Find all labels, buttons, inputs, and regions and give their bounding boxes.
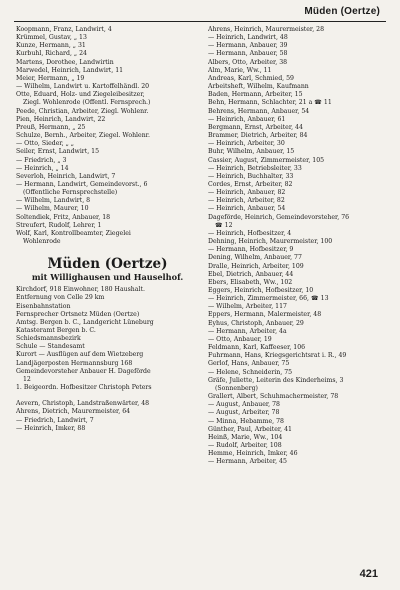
entry: Kurbuhl, Richard, „ 24 bbox=[16, 50, 87, 58]
entry: — Heinrich, Buchhalter, 33 bbox=[208, 172, 294, 180]
entry: — Heinrich, Landwirt, 48 bbox=[208, 34, 288, 42]
info-line: Landjägerposten Hermannsburg 168 bbox=[16, 359, 133, 367]
info-line: Kurort — Ausflügen auf dem Wietzeberg bbox=[16, 351, 144, 359]
entry: — Friedrich, Landwirt, 7 bbox=[16, 416, 94, 424]
entry: Peede, Christian, Arbeiter, Ziegl. Wohlenr. bbox=[16, 107, 149, 115]
page-number: 421 bbox=[359, 568, 378, 580]
info-line: Kirchdorf, 918 Einwohner, 180 Haushalt. bbox=[16, 286, 145, 294]
left-column bbox=[16, 26, 199, 433]
info-line: Gemeindevorsteher Anbauer H. Dageförde bbox=[16, 367, 151, 375]
entry: — Heinrich, Arbeiter, 82 bbox=[208, 197, 285, 205]
entry: Cassier, August, Zimmermeister, 105 bbox=[208, 156, 325, 164]
entry: — Hermann, Arbeiter, 4a bbox=[208, 327, 287, 335]
entry: Seiler, Ernst, Landwirt, 15 bbox=[16, 148, 100, 156]
right-column bbox=[208, 26, 391, 466]
entry-continuation: ☎ 12 bbox=[215, 221, 233, 229]
entry: Günther, Paul, Arbeiter, 41 bbox=[208, 425, 292, 433]
info-line: Entfernung von Celle 29 km bbox=[16, 294, 105, 302]
entry: Martens, Dorothee, Landwirtin bbox=[16, 58, 114, 66]
entry: Ahrens, Dietrich, Maurermeister, 64 bbox=[16, 408, 131, 416]
entry: — Otto, Sieder, „ „ bbox=[16, 140, 74, 148]
entry: — August, Anbauer, 78 bbox=[208, 401, 280, 409]
entry: Grallert, Albert, Schuhmachermeister, 78 bbox=[208, 393, 339, 401]
entry: Dehning, Heinrich, Maurermeister, 100 bbox=[208, 238, 333, 246]
entry: — Heinrich, Anbauer, 82 bbox=[208, 189, 286, 197]
entry: Pien, Heinrich, Landwirt, 22 bbox=[16, 115, 106, 123]
left-top-entries bbox=[16, 26, 199, 246]
entry: — Wilhelm, Landwirt u. Kartoffelhändl. 20 bbox=[16, 83, 150, 91]
entry: Fuhrmann, Hans, Kriegsgerichtsrat i. R., 49 bbox=[208, 352, 347, 360]
entry: — Hermann, Arbeiter, 45 bbox=[208, 458, 287, 466]
entry: Krümmel, Gustav, „ 13 bbox=[16, 34, 87, 42]
entry: — Hermann, Anbauer, 39 bbox=[208, 42, 288, 50]
entry: — Friedrich, „ 3 bbox=[16, 156, 67, 164]
place-heading bbox=[16, 256, 199, 283]
entry: — August, Arbeiter, 78 bbox=[208, 409, 280, 417]
entry: Bergmann, Ernst, Arbeiter, 44 bbox=[208, 123, 303, 131]
entry: — Rudolf, Arbeiter, 108 bbox=[208, 441, 282, 449]
entry: Buhr, Wilhelm, Anbauer, 15 bbox=[208, 148, 295, 156]
entry: Eggers, Heinrich, Hofbesitzer, 10 bbox=[208, 287, 314, 294]
info-line: Eisenbahnstation bbox=[16, 302, 71, 310]
entry: Andreas, Karl, Schmied, 59 bbox=[208, 74, 294, 82]
entry: — Helene, Schneiderin, 75 bbox=[208, 368, 293, 376]
entry: Dralle, Heinrich, Arbeiter, 109 bbox=[208, 262, 304, 270]
entry: Dening, Wilhelm, Anbauer, 77 bbox=[208, 254, 302, 262]
entry: — Heinrich, „ 14 bbox=[16, 164, 69, 172]
entry: — Heinrich, Anbauer, 61 bbox=[208, 115, 286, 123]
entry: Preuß, Hermann, „ 25 bbox=[16, 123, 86, 131]
entry: — Otto, Anbauer, 19 bbox=[208, 335, 272, 343]
entry: — Hermann, Anbauer, 58 bbox=[208, 50, 288, 58]
entry: Severloh, Heinrich, Landwirt, 7 bbox=[16, 172, 116, 180]
entry: — Heinrich, Zimmermeister, 66, ☎ 13 bbox=[208, 295, 329, 303]
page-header bbox=[14, 6, 386, 20]
entry: — Wilhelm, Landwirt, 8 bbox=[16, 197, 91, 205]
entry: — Heinrich, Arbeiter, 30 bbox=[208, 140, 285, 148]
info-line: Katasteramt Bergen b. C. bbox=[16, 327, 96, 334]
spacer bbox=[16, 392, 199, 400]
place-title: Müden (Oertze) bbox=[47, 256, 168, 273]
info-line: Fernsprecher Ortsnetz Müden (Oertze) bbox=[16, 310, 140, 318]
entry: Ebers, Elisabeth, Ww., 102 bbox=[208, 278, 293, 286]
info-line: 12 bbox=[23, 375, 31, 383]
entry: — Heinrich, Hofbesitzer, 4 bbox=[208, 229, 292, 237]
info-line: Amtsg. Bergen b. C., Landgericht Lüneburg bbox=[16, 318, 154, 326]
entry: Meier, Hermann, „ 19 bbox=[16, 74, 85, 82]
entry: Heinß, Marie, Ww., 104 bbox=[208, 433, 283, 441]
place-info bbox=[16, 286, 199, 392]
entry: Soltendiek, Fritz, Anbauer, 18 bbox=[16, 213, 111, 221]
entry: — Hermann, Landwirt, Gemeindevorst., 6 bbox=[16, 180, 148, 188]
entry: Baden, Hermann, Arbeiter, 15 bbox=[208, 91, 303, 99]
entry: Brammer, Dietrich, Arbeiter, 84 bbox=[208, 132, 308, 140]
entry: Gräfe, Juliette, Leiterin des Kinderheims, 3 bbox=[208, 376, 344, 384]
entry: Wolf, Karl, Kontrollbeamter, Ziegelei bbox=[16, 229, 131, 237]
entry: Ahrens, Heinrich, Maurermeister, 28 bbox=[208, 26, 325, 33]
entry: Hemme, Heinrich, Imker, 46 bbox=[208, 450, 298, 458]
entry: Alm, Marie, Ww., 11 bbox=[208, 66, 272, 74]
entry: Schulze, Bernh., Arbeiter, Ziegel. Wohlenr. bbox=[16, 132, 150, 140]
spacer bbox=[16, 246, 199, 254]
entry: — Heinrich, Anbauer, 54 bbox=[208, 205, 286, 213]
entry: Kunze, Hermann, „ 31 bbox=[16, 42, 86, 50]
info-line: Schiedsmannsbezirk bbox=[16, 335, 81, 343]
entry: — Heinrich, Imker, 88 bbox=[16, 424, 86, 432]
entry: Streufert, Rudolf, Lehrer, 1 bbox=[16, 221, 102, 229]
entry: Marwedel, Heinrich, Landwirt, 11 bbox=[16, 66, 124, 74]
entry: Aevern, Christoph, Landstraßenwärter, 48 bbox=[16, 400, 150, 408]
left-bottom-entries bbox=[16, 400, 199, 433]
entry: Dageförde, Heinrich, Gemeindevorsteher, 76 bbox=[208, 213, 350, 221]
entry-continuation: (Sonnenberg) bbox=[215, 384, 258, 392]
header-rule bbox=[14, 21, 386, 22]
entry: Behrens, Hermann, Anbauer, 54 bbox=[208, 107, 310, 115]
entry: Arbeitsheft, Wilhelm, Kaufmann bbox=[208, 83, 309, 91]
entry: — Heinrich, Betriebsleiter, 33 bbox=[208, 164, 302, 172]
info-line: 1. Beigeordn. Hofbesitzer Christoph Peters bbox=[16, 384, 152, 392]
entry: — Wilhelm, Arbeiter, 117 bbox=[208, 303, 287, 311]
entry: Gerlof, Hans, Anbauer, 75 bbox=[208, 360, 290, 368]
info-line: Schule — Standesamt bbox=[16, 343, 85, 351]
entry: Ebel, Dietrich, Anbauer, 44 bbox=[208, 270, 294, 278]
entry: Feldmann, Karl, Kaffeeser, 106 bbox=[208, 344, 306, 352]
entry: Eyhus, Christoph, Anbauer, 29 bbox=[208, 319, 304, 327]
entry-continuation: Wohlenrode bbox=[23, 238, 61, 246]
entry: Eppers, Hermann, Malermeister, 48 bbox=[208, 311, 322, 319]
entry-continuation: (Öffentliche Fernsprechstelle) bbox=[23, 189, 118, 197]
entry: Koopmann, Franz, Landwirt, 4 bbox=[16, 26, 112, 33]
entry: — Minna, Hebamme, 78 bbox=[208, 417, 284, 425]
entry-continuation: Ziegl. Wohlenrode (Öffentl. Fernsprech.) bbox=[23, 99, 151, 107]
running-head: Müden (Oertze) bbox=[304, 6, 380, 17]
entry: Otte, Eduard, Holz- und Ziegeleibesitzer, bbox=[16, 91, 145, 99]
entry: — Wilhelm, Maurer, 10 bbox=[16, 205, 89, 213]
entry: Behn, Hermann, Schlachter, 21 a ☎ 11 bbox=[208, 99, 332, 107]
entry: Albers, Otto, Arbeiter, 38 bbox=[208, 58, 288, 66]
entry: — Hermann, Hofbesitzer, 9 bbox=[208, 246, 294, 254]
entry: Cordes, Ernst, Arbeiter, 82 bbox=[208, 180, 293, 188]
place-subtitle: mit Willighausen und Hauselhof. bbox=[31, 272, 184, 283]
